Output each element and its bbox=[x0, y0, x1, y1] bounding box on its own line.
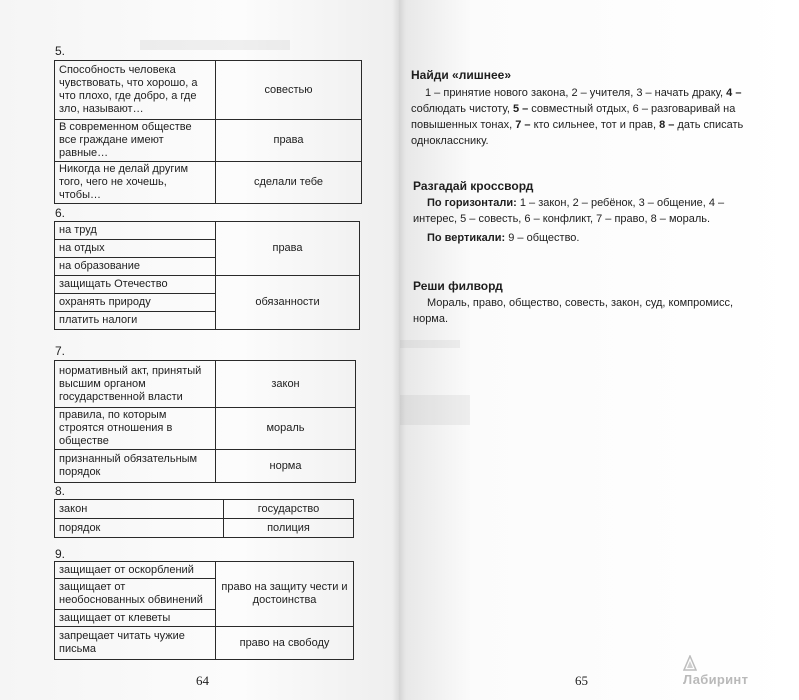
horizontal-answers: 1 – закон, 2 – ребёнок, 3 – общение, 4 – интерес, 5 – совесть, 6 – конфликт, 7 – право, 8 – мораль. bbox=[413, 197, 725, 225]
answer-cell: совестью bbox=[216, 61, 362, 120]
item-cell: охранять природу bbox=[55, 294, 216, 312]
find-extra-fragment: совместный отдых, 6 – разговаривай на повышенных тонах, bbox=[411, 103, 736, 131]
find-extra-fragment: 7 – bbox=[515, 119, 534, 131]
labirint-watermark: Лабиринт bbox=[683, 672, 749, 687]
answer-cell: сделали тебе bbox=[216, 162, 362, 204]
page-number-right: 65 bbox=[575, 673, 588, 688]
task-8-number: 8. bbox=[55, 484, 66, 498]
table-row bbox=[55, 276, 360, 294]
find-extra-fragment: соблюдать чистоту, bbox=[411, 103, 513, 115]
table-row bbox=[55, 500, 354, 519]
question-cell: нормативный акт, принятый высшим органом государственной власти bbox=[55, 361, 216, 408]
question-cell: признанный обязательным порядок bbox=[55, 450, 216, 483]
item-cell: платить налоги bbox=[55, 312, 216, 330]
bleed-through bbox=[140, 40, 290, 50]
answer-cell: обязанности bbox=[216, 276, 360, 330]
answer-cell: норма bbox=[216, 450, 356, 483]
table-row bbox=[55, 408, 356, 450]
table-row bbox=[55, 61, 362, 120]
task-6-number: 6. bbox=[55, 206, 66, 220]
find-extra-fragment: кто сильнее, тот и прав, bbox=[533, 119, 660, 131]
table-row bbox=[55, 519, 354, 538]
task-9-number: 9. bbox=[55, 547, 66, 561]
fillword-text: Мораль, право, общество, совесть, закон, суд, компромисс, норма. bbox=[413, 297, 734, 325]
item-cell: на образование bbox=[55, 258, 216, 276]
task-5-number: 5. bbox=[55, 44, 66, 58]
vertical-label: По вертикали: bbox=[427, 232, 506, 244]
bleed-through bbox=[400, 395, 470, 425]
find-extra-fragment: дать списать однокласснику. bbox=[411, 119, 744, 147]
question-cell: порядок bbox=[55, 519, 224, 538]
table-row bbox=[55, 450, 356, 483]
answer-cell: право на защиту чести и достоинства bbox=[216, 562, 354, 627]
answer-cell: мораль bbox=[216, 408, 356, 450]
answer-cell: государство bbox=[224, 500, 354, 519]
table-row bbox=[55, 120, 362, 162]
find-extra-fragment: 4 – bbox=[726, 87, 742, 99]
answer-cell: право на свободу bbox=[216, 627, 354, 660]
item-cell: запрещает читать чужие письма bbox=[55, 627, 216, 660]
crossword-title: Разгадай кроссворд bbox=[413, 179, 534, 193]
vertical-answers: 9 – общество. bbox=[505, 232, 580, 244]
question-cell: Никогда не делай другим того, чего не хочешь, чтобы… bbox=[55, 162, 216, 204]
page-number-left: 64 bbox=[196, 673, 209, 688]
find-extra-fragment: принятие нового закона, 2 – учителя, 3 – начать драку, bbox=[443, 87, 727, 99]
answer-cell: права bbox=[216, 120, 362, 162]
task-8-table bbox=[54, 499, 354, 538]
find-extra-title: Найди «лишнее» bbox=[411, 68, 511, 82]
task-9-table bbox=[54, 561, 354, 660]
horizontal-label: По горизонтали: bbox=[427, 197, 517, 209]
find-extra-fragment: 5 – bbox=[512, 103, 532, 115]
question-cell: В современном обществе все граждане имеют равные… bbox=[55, 120, 216, 162]
labirint-logo-icon bbox=[683, 655, 697, 671]
task-6-table bbox=[54, 221, 360, 330]
question-cell: Способность человека чувствовать, что хорошо, а что плохо, где добро, а где зло, называют… bbox=[55, 61, 216, 120]
item-cell: защищать Отечество bbox=[55, 276, 216, 294]
bleed-through bbox=[400, 340, 460, 348]
answer-cell: права bbox=[216, 222, 360, 276]
table-row bbox=[55, 361, 356, 408]
book-spine bbox=[392, 0, 406, 700]
item-cell: на труд bbox=[55, 222, 216, 240]
question-cell: правила, по которым строятся отношения в обществе bbox=[55, 408, 216, 450]
find-extra-fragment: 1 – bbox=[425, 87, 444, 99]
question-cell: закон bbox=[55, 500, 224, 519]
item-cell: защищает от клеветы bbox=[55, 610, 216, 627]
answer-cell: полиция bbox=[224, 519, 354, 538]
task-7-number: 7. bbox=[55, 344, 66, 358]
crossword-horizontal bbox=[413, 195, 756, 227]
table-row bbox=[55, 162, 362, 204]
find-extra-text bbox=[411, 85, 756, 149]
task-7-table bbox=[54, 360, 356, 483]
table-row bbox=[55, 627, 354, 660]
answer-cell: закон bbox=[216, 361, 356, 408]
fillword-title: Реши филворд bbox=[413, 279, 503, 293]
table-row bbox=[55, 222, 360, 240]
crossword-vertical bbox=[427, 230, 756, 246]
task-5-table bbox=[54, 60, 362, 204]
table-row bbox=[55, 562, 354, 579]
find-extra-fragment: 8 – bbox=[659, 119, 678, 131]
item-cell: защищает от оскорблений bbox=[55, 562, 216, 579]
item-cell: защищает от необоснованных обвинений bbox=[55, 579, 216, 610]
item-cell: на отдых bbox=[55, 240, 216, 258]
